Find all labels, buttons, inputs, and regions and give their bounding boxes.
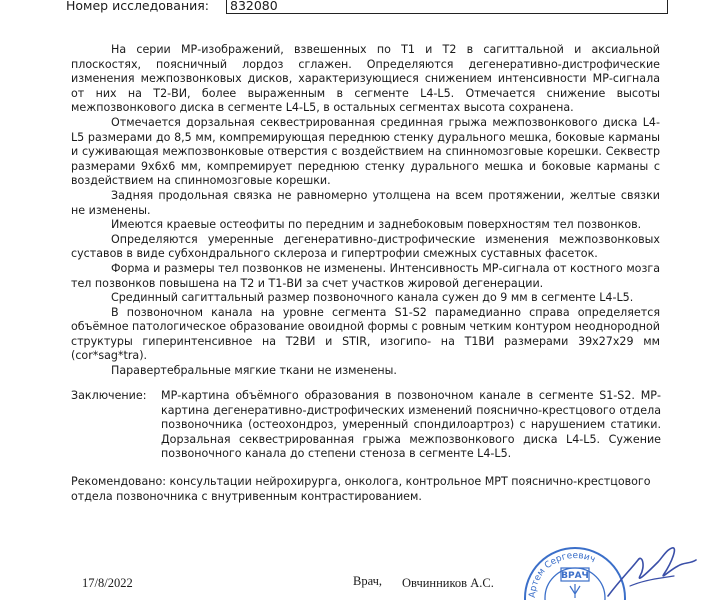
findings-paragraph: Форма и размеры тел позвонков не изменены. Интенсивность МР-сигнала от костного мозга тел позвонков повышена на Т2 и Т1-ВИ за счет участков жировой дегенерации. (71, 261, 660, 290)
findings-paragraph: Определяются умеренные дегенеративно-дистрофические изменения межпозвонковых суставов в виде субхондрального склероза и гипертрофии смежных суставных фасеток. (71, 232, 660, 261)
findings-paragraph: Паравертебральные мягкие ткани не изменены. (111, 364, 397, 378)
recommendation-text: Рекомендовано: консультации нейрохирурга, онколога, контрольное МРТ пояснично-крестцового отдела позвоночника с внутривенным контрастированием. (71, 475, 651, 503)
findings-paragraph: Срединный сагиттальный размер позвоночного канала сужен до 9 мм в сегменте L4-L5. (111, 291, 634, 305)
conclusion-label: Заключение: (71, 389, 147, 402)
report-date: 17/8/2022 (82, 576, 133, 590)
findings-paragraph: Имеются краевые остеофиты по передним и заднебоковым поверхностям тел позвонков. (111, 218, 642, 232)
stamp-center-text: ВРАЧ (561, 571, 589, 581)
signature-icon (600, 540, 722, 600)
study-number-label: Номер исследования: (66, 0, 209, 13)
doctor-label: Врач, (353, 574, 383, 588)
findings-paragraph: На серии МР-изображений, взвешенных по T1 и T2 в сагиттальной и аксиальной плоскостях, поясничный лордоз сглажен. Определяются дегенеративно-дистрофические изменения межпозвонковых дисков, характеризующиеся снижением интенсивности МР-сигнала от них на Т2-ВИ, более выраженным в сегменте L4-L5. Отмечается снижение высоты межпозвонкового диска в сегменте L4-L5, в остальных сегментах высота сохранена. (71, 43, 660, 115)
conclusion-text: МР-картина объёмного образования в позвоночном канале в сегменте S1-S2. МР-картина дегенеративно-дистрофических изменений пояснично-крестцового отдела позвоночника (остеохондроз, умеренный спондилоартроз) с нарушением статики. Дорзальная секвестрированная грыжа межпозвонкового диска L4-L5. Сужение позвоночного канала до степени стеноза в сегменте L4-L5. (161, 389, 661, 461)
study-number-field: 832080 (226, 0, 668, 14)
stamp-arc-text: Артем Сергеевич (527, 550, 597, 599)
findings-paragraph: В позвоночном канала на уровне сегмента S1-S2 парамедианно справа определяется объёмное патологическое образование овоидной формы с ровным четким контуром неоднородной структуры гиперинтенсивное на Т2ВИ и STIR, изогипо- на Т1ВИ размерами 39х27х29 мм (cor*sag*tra). (71, 305, 661, 363)
findings-paragraph: Отмечается дорзальная секвестрированная срединная грыжа межпозвонкового диска L4-L5 размерами до 8,5 мм, компремирующая переднюю стенку дурального мешка, боковые карманы и суживающая межпозвонковые отверстия с воздействием на спинномозговые корешки. Секвестр размерами 9х6х6 мм, компремирует переднюю стенку дурального мешка и боковые карманы с воздействием на спинномозговые корешки. (71, 115, 660, 188)
findings-paragraph: Задняя продольная связка не равномерно утолщена на всем протяжении, желтые связки не изменены. (71, 188, 660, 217)
findings-section (71, 43, 660, 379)
doctor-name: Овчинников А.С. (402, 576, 494, 590)
study-number-row (0, 0, 722, 16)
